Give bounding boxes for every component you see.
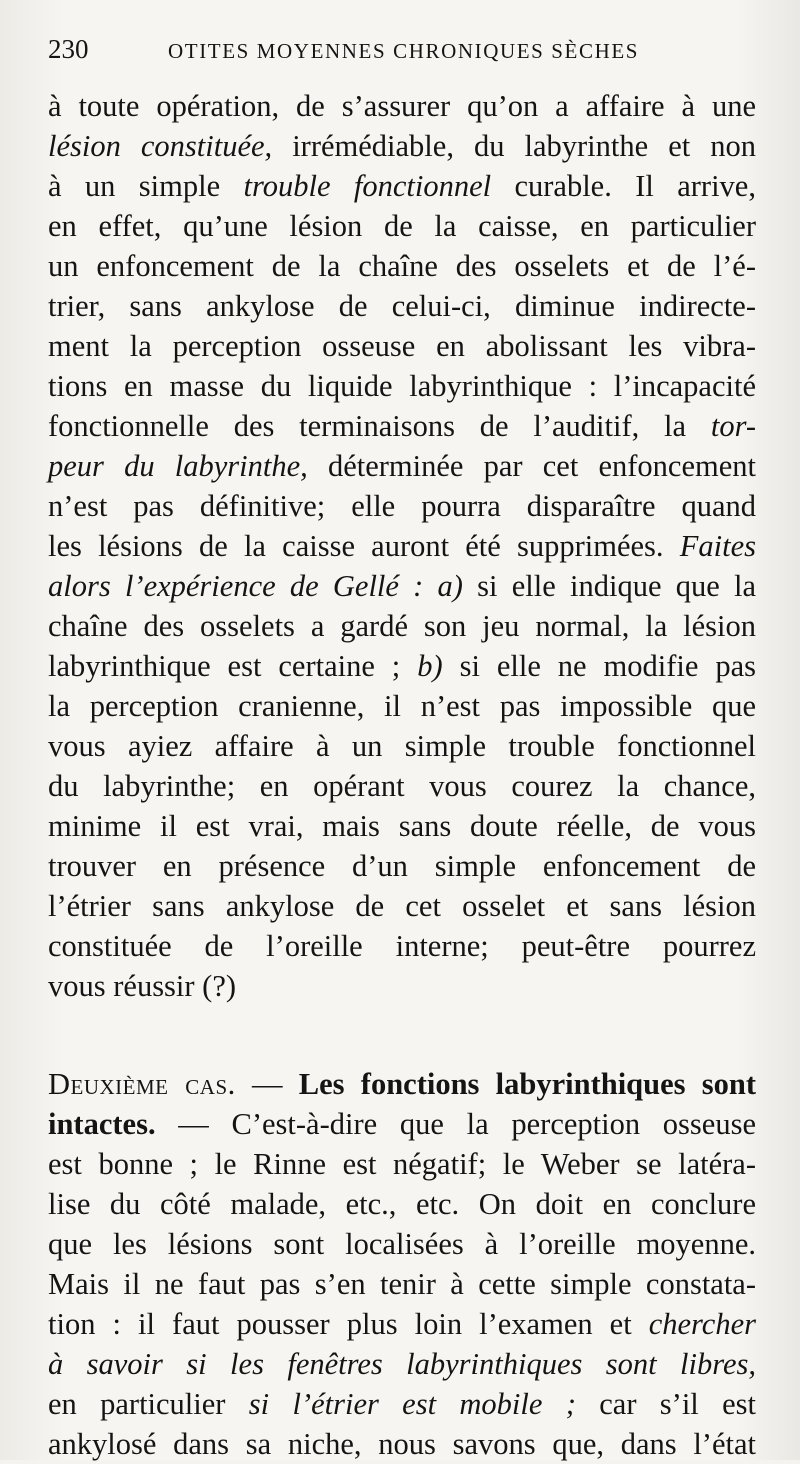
text-line: ankylosé dans sa niche, nous savons que, dans l’état [48,1427,756,1461]
running-head [48,34,756,78]
text-line: Mais il ne faut pas s’en tenir à cette simple constata- [48,1267,756,1301]
text-line: n’est pas définitive; elle pourra disparaître quand [48,489,756,523]
text-line: lésion constituée, irrémédiable, du labyrinthe et non [48,129,756,163]
text-line: lise du côté malade, etc., etc. On doit en conclure [48,1187,756,1221]
text-line: à toute opération, de s’assurer qu’on a affaire à une [48,89,756,123]
text-line: trier, sans ankylose de celui-ci, diminue indirecte- [48,289,756,323]
text-line: alors l’expérience de Gellé : a) si elle indique que la [48,569,756,603]
case-label: Deuxième cas. [48,1067,236,1101]
text-line: les lésions de la caisse auront été supprimées. Faites [48,529,756,563]
text-line: minime il est vrai, mais sans doute réelle, de vous [48,809,756,843]
text-line: en particulier si l’étrier est mobile ; car s’il est [48,1387,756,1421]
running-title: OTITES MOYENNES CHRONIQUES SÈCHES [168,39,640,63]
text-line: vous réussir (?) [48,969,237,1003]
text-line: labyrinthique est certaine ; b) si elle ne modifie pas [48,649,756,683]
text-line: à savoir si les fenêtres labyrinthiques sont libres, [48,1347,756,1381]
text-line: tions en masse du liquide labyrinthique : l’incapacité [48,369,756,403]
text-line: vous ayiez affaire à un simple trouble fonctionnel [48,729,756,763]
paragraph-gap [48,1006,756,1064]
text-line: tion : il faut pousser plus loin l’examen et chercher [48,1307,756,1341]
text-line: ment la perception osseuse en abolissant les vibra- [48,329,756,363]
text-line: est bonne ; le Rinne est négatif; le Weber se latéra- [48,1147,756,1181]
text-line: un enfoncement de la chaîne des osselets et de l’é- [48,249,756,283]
text-line: du labyrinthe; en opérant vous courez la chance, [48,769,756,803]
text-line: que les lésions sont localisées à l’oreille moyenne. [48,1227,756,1261]
case-title: Les fonctions labyrinthiques sont [298,1067,757,1101]
text-line: constituée de l’oreille interne; peut-être pourrez [48,929,756,963]
text-line: Deuxième cas. — Les fonctions labyrinthiques sont [48,1067,757,1101]
text-line: la perception cranienne, il n’est pas impossible que [48,689,756,723]
text-line: intactes. — C’est-à-dire que la perception osseuse [48,1107,756,1141]
text-line: fonctionnelle des terminaisons de l’auditif, la tor- [48,409,756,443]
page-number: 230 [48,34,89,64]
text-line: en effet, qu’une lésion de la caisse, en particulier [48,209,756,243]
text-line: l’étrier sans ankylose de cet osselet et sans lésion [48,889,756,923]
text-line: chaîne des osselets a gardé son jeu normal, la lésion [48,609,756,643]
text-line: trouver en présence d’un simple enfoncement de [48,849,756,883]
paragraph-second-case [48,1064,756,1464]
text-line: peur du labyrinthe, déterminée par cet enfoncement [48,449,756,483]
paragraph-first-case [48,86,756,1006]
text-line: à un simple trouble fonctionnel curable. Il arrive, [48,169,756,203]
